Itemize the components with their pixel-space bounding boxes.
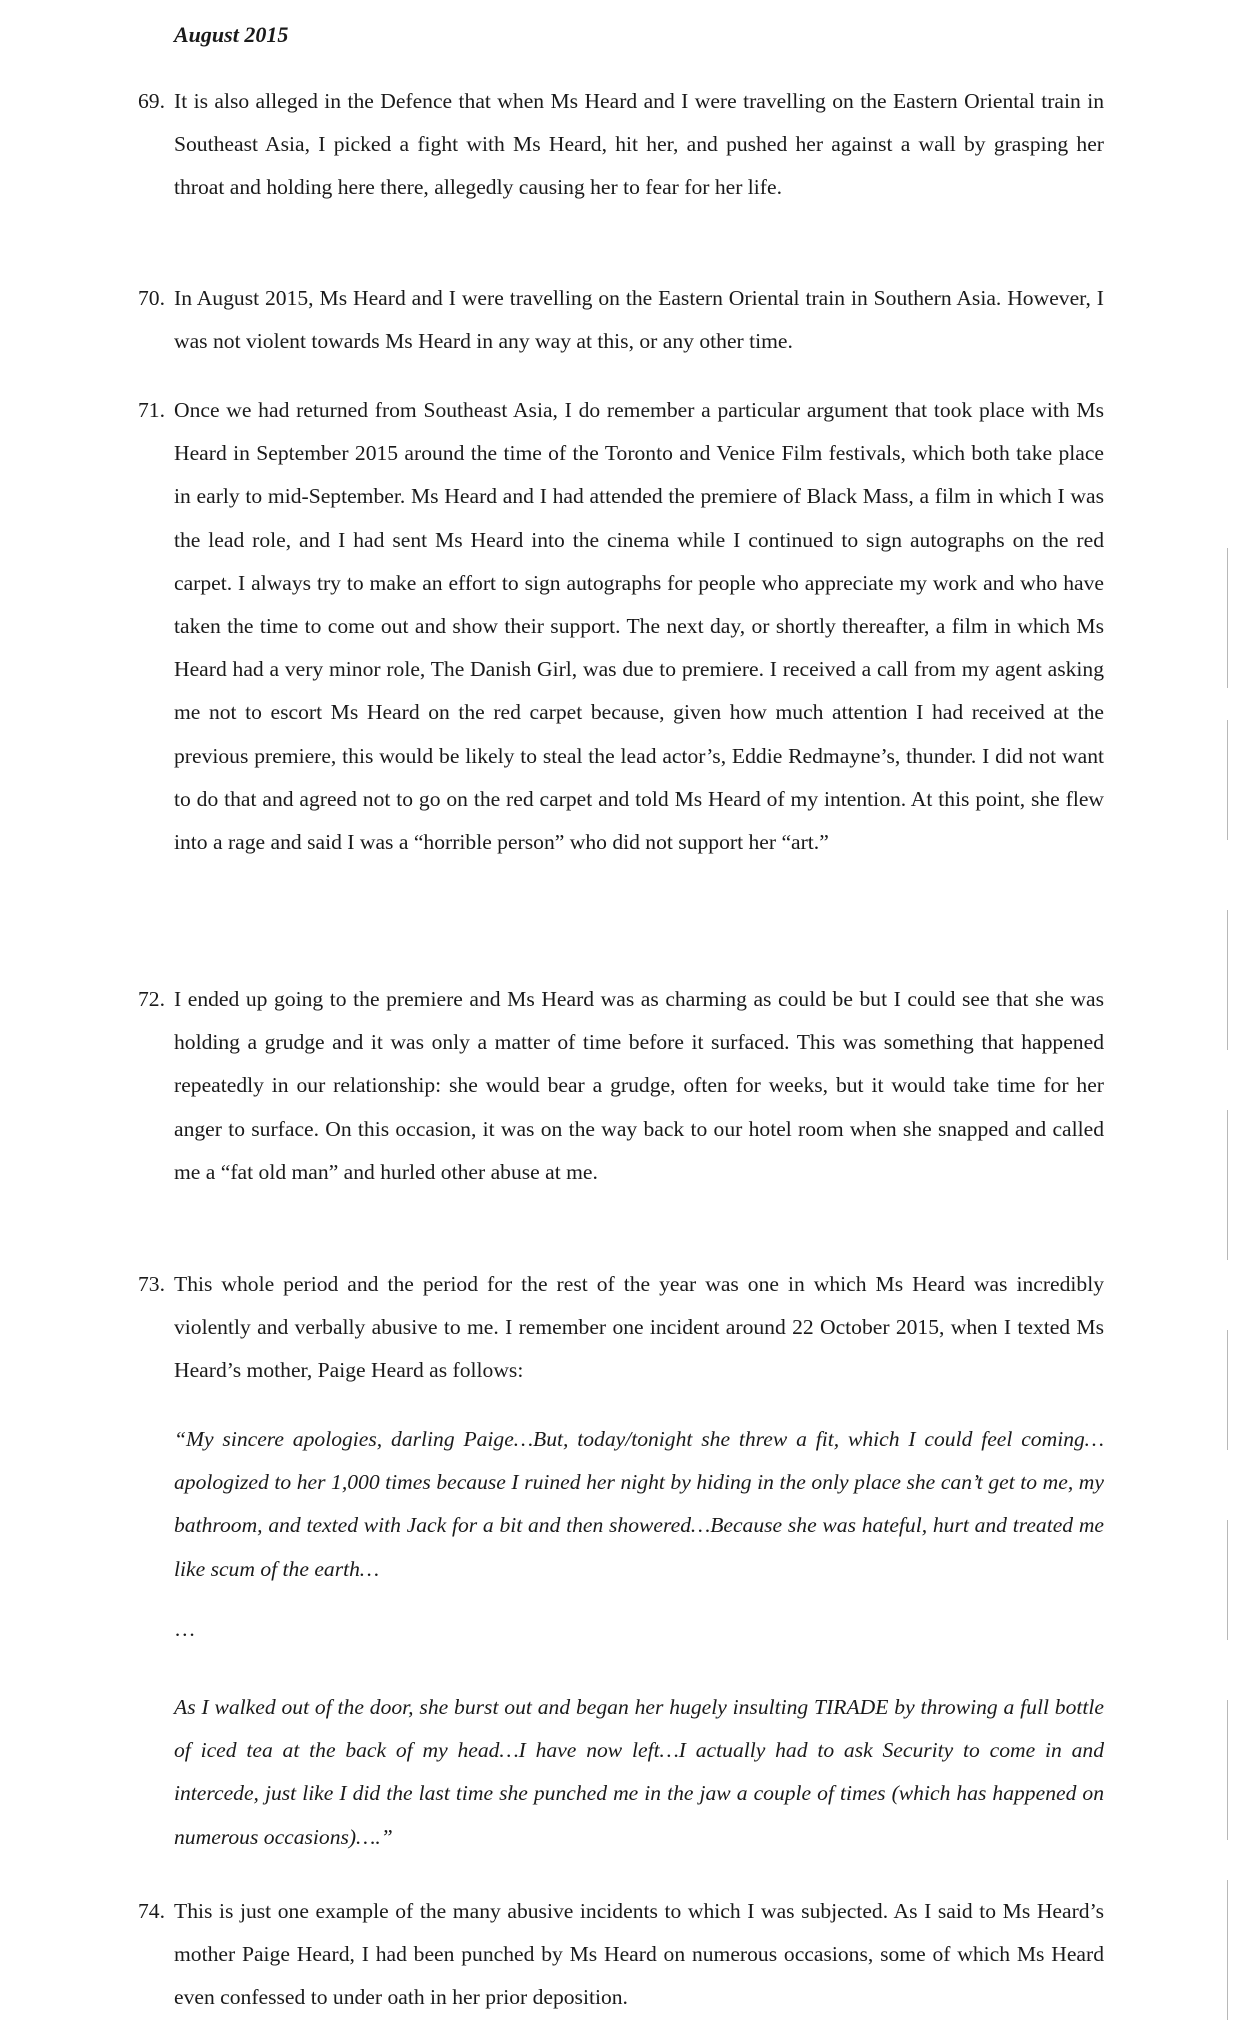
scan-margin-mark <box>1227 910 1228 1050</box>
scan-margin-mark <box>1227 1110 1228 1260</box>
paragraph-text: I ended up going to the premiere and Ms Heard was as charming as could be but I could see that she was holding a grudge and it was only a matter of time before it surfaced. This was something that happened repeatedly in our relationship: she would bear a grudge, often for weeks, but it would take time for her anger to surface. On this occasion, it was on the way back to our hotel room when she snapped and called me a “fat old man” and hurled other abuse at me. <box>174 987 1104 1184</box>
paragraph-number: 72. <box>138 987 165 1011</box>
paragraph-number: 69. <box>138 89 165 113</box>
paragraph-text: This is just one example of the many abusive incidents to which I was subjected. As I said to Ms Heard’s mother Paige Heard, I had been punched by Ms Heard on numerous occasions, some of which Ms Heard even confessed to under oath in her prior deposition. <box>174 1899 1104 2010</box>
paragraph-text: Once we had returned from Southeast Asia, I do remember a particular argument that took place with Ms Heard in September 2015 around the time of the Toronto and Venice Film festivals, which both take place in early to mid-September. Ms Heard and I had attended the premiere of Black Mass, a film in which I was the lead role, and I had sent Ms Heard into the cinema while I continued to sign autographs on the red carpet. I always try to make an effort to sign autographs for people who appreciate my work and who have taken the time to come out and show their support. The next day, or shortly thereafter, a film in which Ms Heard had a very minor role, The Danish Girl, was due to premiere. I received a call from my agent asking me not to escort Ms Heard on the red carpet because, given how much attention I had received at the previous premiere, this would be likely to steal the lead actor’s, Eddie Redmayne’s, thunder. I did not want to do that and agreed not to go on the red carpet and told Ms Heard of my intention. At this point, she flew into a rage and said I was a “horrible person” who did not support her “art.” <box>174 398 1104 855</box>
paragraph-71 <box>138 389 1104 864</box>
scan-margin-mark <box>1227 548 1228 688</box>
paragraph-text: It is also alleged in the Defence that when Ms Heard and I were travelling on the Eastern Oriental train in Southeast Asia, I picked a fight with Ms Heard, hit her, and pushed her against a wall by grasping her throat and holding here there, allegedly causing her to fear for her life. <box>174 89 1104 200</box>
scan-margin-mark <box>1227 1700 1228 1840</box>
section-heading: August 2015 <box>174 22 289 47</box>
quoted-text-message-part-2: As I walked out of the door, she burst out and began her hugely insulting TIRADE by throwing a full bottle of iced tea at the back of my head…I have now left…I actually had to ask Security to come in and intercede, just like I did the last time she punched me in the jaw a couple of times (which has happened on numerous occasions)….” <box>174 1695 1104 1849</box>
paragraph-text: This whole period and the period for the rest of the year was one in which Ms Heard was incredibly violently and verbally abusive to me. I remember one incident around 22 October 2015, when I texted Ms Heard’s mother, Paige Heard as follows: <box>174 1272 1104 1383</box>
paragraph-73 <box>138 1263 1104 1393</box>
paragraph-number: 70. <box>138 286 165 310</box>
scan-margin-mark <box>1227 720 1228 840</box>
paragraph-69 <box>138 80 1104 210</box>
paragraph-text: In August 2015, Ms Heard and I were travelling on the Eastern Oriental train in Southern Asia. However, I was not violent towards Ms Heard in any way at this, or any other time. <box>174 286 1104 354</box>
paragraph-number: 74. <box>138 1899 165 1923</box>
paragraph-72 <box>138 978 1104 1194</box>
paragraph-number: 71. <box>138 398 165 422</box>
paragraph-74 <box>138 1890 1104 2020</box>
paragraph-70 <box>138 277 1104 363</box>
scan-margin-mark <box>1227 1330 1228 1450</box>
paragraph-number: 73. <box>138 1272 165 1296</box>
quote-ellipsis: … <box>174 1617 196 1641</box>
scan-margin-mark <box>1227 1520 1228 1640</box>
scan-margin-mark <box>1227 1880 1228 2020</box>
quoted-text-message-part-1: “My sincere apologies, darling Paige…But, today/tonight she threw a fit, which I could feel coming…apologized to her 1,000 times because I ruined her night by hiding in the only place she can’t get to me, my bathroom, and texted with Jack for a bit and then showered…Because she was hateful, hurt and treated me like scum of the earth… <box>174 1427 1104 1581</box>
